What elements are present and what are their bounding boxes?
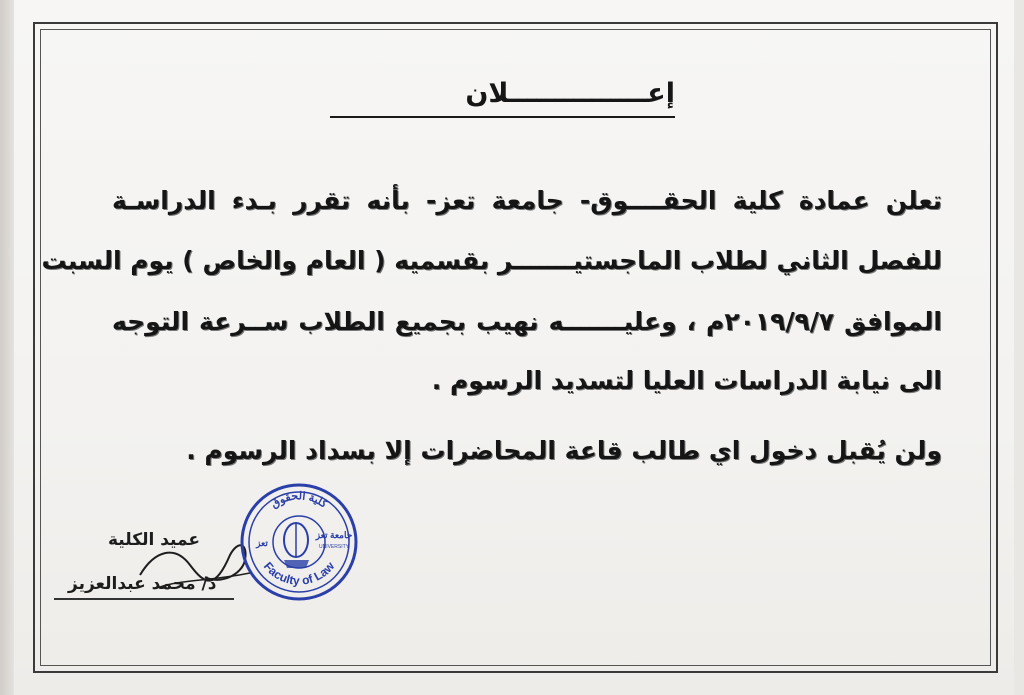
faculty-of-law-stamp (234, 480, 364, 605)
stamp-text-right-en: UNIVERSITY (318, 544, 350, 550)
stamp-text-right: جامعة تعز (315, 530, 353, 540)
title-underline (330, 116, 675, 118)
announcement-line-2: للفصل الثاني لطلاب الماجستيـــــــر بقسميه ( العام والخاص ) يوم السبت (41, 246, 942, 275)
announcement-line-3: الموافق ٢٠١٩/٩/٧م ، وعليـــــــه نهيب بجميع الطلاب ســرعة التوجه (112, 307, 942, 336)
stamp-text-top: كلية الحقوق (268, 490, 330, 511)
stamp-text-left: تعز (256, 538, 268, 548)
signature-line (54, 598, 234, 600)
announcement-title: إعـــــــــــــــلان (465, 78, 675, 109)
announcement-line-4: الى نيابة الدراسات العليا لتسديد الرسوم . (431, 366, 942, 395)
dean-title: عميد الكلية (108, 530, 200, 550)
dean-name: د/ محمد عبدالعزيز (68, 574, 217, 594)
svg-text:كلية الحقوق (269, 490, 330, 511)
stamp-text-bottom: Faculty of Law (260, 559, 338, 588)
announcement-line-1: تعلن عمادة كلية الحقــــوق- جامعة تعز- بأنه تقرر بـدء الدراسـة (112, 186, 942, 215)
announcement-line-5: ولن يُقبل دخول اي طالب قاعة المحاضرات إلا بسداد الرسوم . (186, 436, 942, 465)
